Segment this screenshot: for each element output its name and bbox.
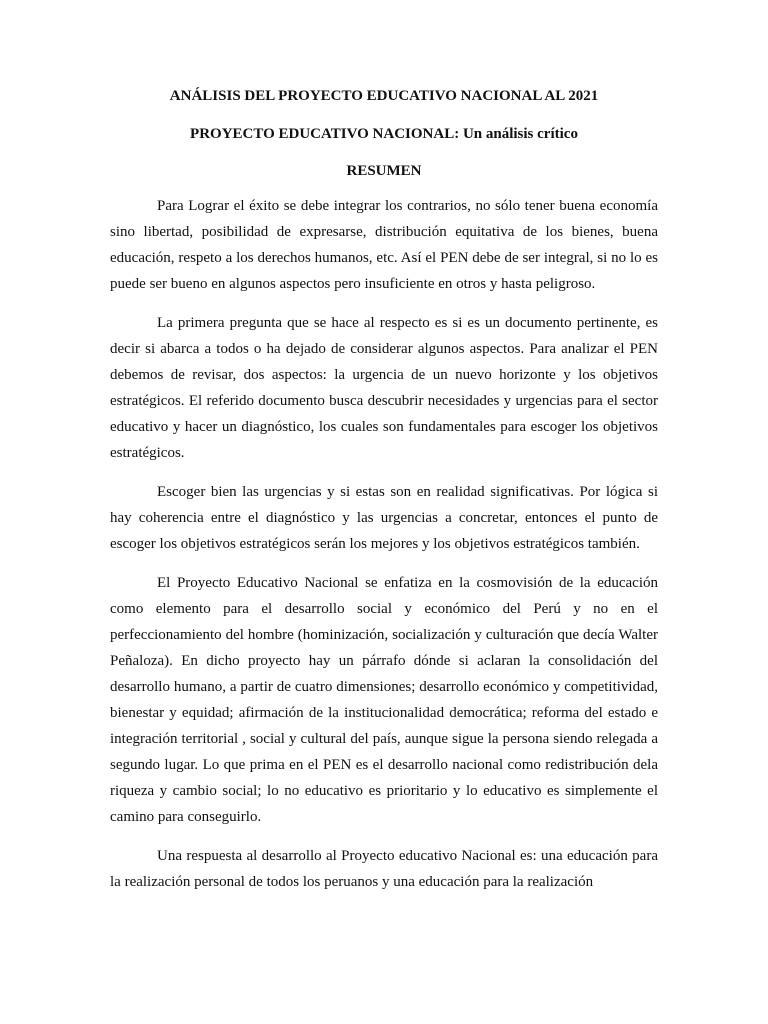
- document-title: ANÁLISIS DEL PROYECTO EDUCATIVO NACIONAL AL 2021: [169, 88, 599, 104]
- paragraph: La primera pregunta que se hace al respecto es si es un documento pertinente, es decir si abarca a todos o ha dejado de considerar algunos aspectos. Para analizar el PEN debemos de revisar, dos aspectos: la urgencia de un nuevo horizonte y los objetivos estratégicos. El referido documento busca descubrir necesidades y urgencias para el sector educativo y hacer un diagnóstico, los cuales son fundamentales para escoger los objetivos estratégicos.: [110, 315, 658, 461]
- paragraph: Escoger bien las urgencias y si estas son en realidad significativas. Por lógica si hay coherencia entre el diagnóstico y las urgencias a concretar, entonces el punto de escoger los objetivos estratégicos serán los mejores y los objetivos estratégicos también.: [110, 484, 658, 552]
- document-subtitle: PROYECTO EDUCATIVO NACIONAL: Un análisis crítico: [190, 126, 578, 142]
- paragraph: Para Lograr el éxito se debe integrar los contrarios, no sólo tener buena economía sino libertad, posibilidad de expresarse, distribución equitativa de los bienes, buena educación, respeto a los derechos humanos, etc. Así el PEN debe de ser integral, si no lo es puede ser bueno en algunos aspectos pero insuficiente en otros y hasta peligroso.: [110, 198, 658, 292]
- paragraph: Una respuesta al desarrollo al Proyecto educativo Nacional es: una educación para la realización personal de todos los peruanos y una educación para la realización: [110, 848, 658, 890]
- section-heading: RESUMEN: [346, 163, 422, 179]
- paragraph: El Proyecto Educativo Nacional se enfatiza en la cosmovisión de la educación como elemento para el desarrollo social y económico del Perú y no en el perfeccionamiento del hombre (hominización, socialización y culturación que decía Walter Peñaloza). En dicho proyecto hay un párrafo dónde si aclaran la consolidación del desarrollo humano, a partir de cuatro dimensiones; desarrollo económico y competitividad, bienestar y equidad; afirmación de la institucionalidad democrática; reforma del estado e integración territorial , social y cultural del país, aunque sigue la persona siendo relegada a segundo lugar. Lo que prima en el PEN es el desarrollo nacional como redistribución dela riqueza y cambio social; lo no educativo es prioritario y lo educativo es simplemente el camino para conseguirlo.: [110, 575, 658, 825]
- document-body: [110, 193, 658, 895]
